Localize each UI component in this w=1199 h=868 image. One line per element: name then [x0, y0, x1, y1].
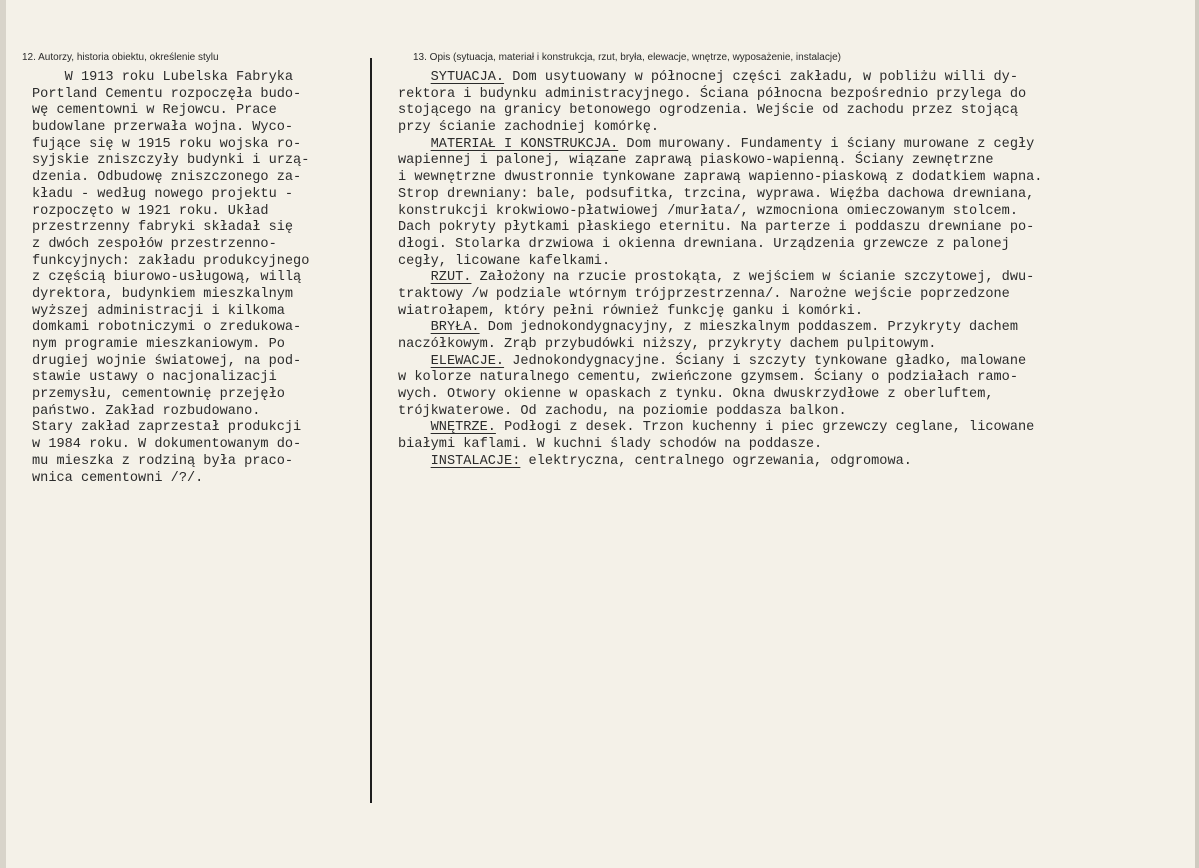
history-line: kładu - według nowego projektu -: [32, 186, 294, 202]
history-line: dzenia. Odbudowę zniszczonego za-: [32, 170, 302, 186]
description-line: [398, 254, 1042, 271]
history-line: syjskie zniszczyły budynki i urzą-: [32, 153, 310, 169]
description-line: [398, 204, 1042, 221]
description-line: [398, 70, 1042, 87]
description-line-text: i wewnętrzne dwustronnie tynkowane zaprawą wapienno-piaskową z dodatkiem wapna.: [398, 170, 1043, 186]
page-right-edge: [1195, 0, 1199, 868]
description-line-text: białymi kaflami. W kuchni ślady schodów na poddasze.: [398, 437, 823, 453]
description-line: [398, 237, 1042, 254]
description-line-text: Dom jednokondygnacyjny, z mieszkalnym poddaszem. Przykryty dachem: [479, 320, 1018, 336]
section-heading: INSTALACJE:: [430, 453, 521, 469]
section-heading: ELEWACJE.: [430, 353, 505, 369]
description-line: [398, 454, 1042, 471]
description-line-text: Założony na rzucie prostokąta, z wejściem w ścianie szczytowej, dwu-: [471, 270, 1035, 286]
history-line: drugiej wojnie światowej, na pod-: [32, 353, 302, 369]
description-line-text: naczółkowym. Zrąb przybudówki niższy, przykryty dachem pulpitowym.: [398, 337, 937, 352]
description-line-text: Podłogi z desek. Trzon kuchenny i piec grzewczy ceglane, licowane: [495, 420, 1035, 436]
description-line-text: trójkwaterowe. Od zachodu, na poziomie poddasza balkon.: [398, 403, 847, 419]
description-line: [398, 404, 1042, 421]
left-column-header: 12. Autorzy, historia obiektu, określenie stylu: [22, 52, 219, 63]
history-line: wyższej administracji i kilkoma: [32, 303, 285, 319]
description-line-text: konstrukcji krokwiowo-płatwiowej /murłata/, wzmocniona omieczowanym stolcem.: [398, 203, 1018, 219]
description-line-text: Dom usytuowany w północnej części zakładu, w pobliżu willi dy-: [504, 70, 1018, 85]
description-line: [398, 437, 1042, 454]
description-line: [398, 370, 1042, 387]
description-line: [398, 420, 1042, 437]
description-line: [398, 170, 1042, 187]
description-text: [398, 70, 1042, 471]
description-line: [398, 153, 1042, 170]
description-line-text: przy ścianie zachodniej komórkę.: [398, 120, 660, 136]
section-heading: SYTUACJA.: [430, 70, 505, 85]
description-line-text: wapiennej i palonej, wiązane zaprawą piaskowo-wapienną. Ściany zewnętrzne: [398, 153, 994, 169]
history-line: dyrektora, budynkiem mieszkalnym: [32, 286, 294, 302]
history-line: domkami robotniczymi o zredukowa-: [32, 320, 302, 336]
description-line: [398, 387, 1042, 404]
history-line: wę cementowni w Rejowcu. Prace: [32, 103, 277, 119]
history-line: fujące się w 1915 roku wojska ro-: [32, 136, 302, 152]
description-line-text: traktowy /w podziale wtórnym trójprzestrzenna/. Narożne wejście poprzedzone: [398, 286, 1010, 302]
history-line: mu mieszka z rodziną była praco-: [32, 453, 294, 469]
description-line: [398, 287, 1042, 304]
description-line: [398, 320, 1042, 337]
history-line: nym programie mieszkaniowym. Po: [32, 337, 285, 352]
history-line: budowlane przerwała wojna. Wyco-: [32, 120, 294, 136]
history-line: wnica cementowni /?/.: [32, 470, 204, 486]
history-line: rozpoczęto w 1921 roku. Układ: [32, 203, 269, 219]
history-line: z dwóch zespołów przestrzenno-: [32, 236, 277, 252]
section-heading: WNĘTRZE.: [430, 420, 496, 436]
description-line: [398, 304, 1042, 321]
description-line-text: rektora i budynku administracyjnego. Ściana północna bezpośrednio przylega do: [398, 86, 1027, 102]
section-heading: BRYŁA.: [430, 320, 480, 336]
history-line: przestrzenny fabryki składał się: [32, 220, 294, 236]
description-line-text: stojącego na granicy betonowego ogrodzenia. Wejście od zachodu przez stojącą: [398, 103, 1018, 119]
page-left-edge: [0, 0, 6, 868]
description-line: [398, 103, 1042, 120]
description-line-text: w kolorze naturalnego cementu, zwieńczone gzymsem. Ściany o podziałach ramo-: [398, 370, 1018, 386]
description-line-text: Jednokondygnacyjne. Ściany i szczyty tynkowane gładko, malowane: [504, 353, 1027, 369]
history-line: państwo. Zakład rozbudowano.: [32, 403, 261, 419]
description-line: [398, 120, 1042, 137]
description-line: [398, 137, 1042, 154]
column-divider: [370, 58, 372, 803]
description-line-text: Strop drewniany: bale, podsufitka, trzcina, wyprawa. Więźba dachowa drewniana,: [398, 186, 1035, 202]
section-heading: MATERIAŁ I KONSTRUKCJA.: [430, 136, 619, 152]
description-line: [398, 87, 1042, 104]
history-line: w 1984 roku. W dokumentowanym do-: [32, 437, 302, 453]
history-line: z częścią biurowo-usługową, willą: [32, 270, 302, 286]
description-line: [398, 187, 1042, 204]
description-line-text: wych. Otwory okienne w opaskach z tynku. Okna dwuskrzydłowe z oberluftem,: [398, 387, 994, 403]
description-line-text: wiatrołapem, który pełni również funkcję ganku i komórki.: [398, 303, 863, 319]
description-line-text: Dom murowany. Fundamenty i ściany murowane z cegły: [618, 136, 1035, 152]
history-line: funkcyjnych: zakładu produkcyjnego: [32, 253, 310, 269]
description-line-text: Dach pokryty płytkami płaskiego eternitu. Na parterze i poddaszu drewniane po-: [398, 220, 1035, 236]
history-line: Portland Cementu rozpoczęła budo-: [32, 86, 302, 102]
description-line: [398, 270, 1042, 287]
right-column-header: 13. Opis (sytuacja, materiał i konstrukcja, rzut, bryła, elewacje, wnętrze, wyposażenie, instalacje): [413, 52, 841, 63]
description-line-text: elektryczna, centralnego ogrzewania, odgromowa.: [520, 453, 912, 469]
description-line: [398, 220, 1042, 237]
section-heading: RZUT.: [430, 270, 472, 286]
description-line: [398, 354, 1042, 371]
history-line: stawie ustawy o nacjonalizacji: [32, 370, 277, 386]
description-line-text: cegły, licowane kafelkami.: [398, 253, 611, 269]
description-line: [398, 337, 1042, 354]
history-text: [32, 70, 309, 487]
history-line: przemysłu, cementownię przejęło: [32, 387, 285, 403]
history-line: W 1913 roku Lubelska Fabryka: [32, 70, 294, 85]
history-line: Stary zakład zaprzestał produkcji: [32, 420, 302, 436]
description-line-text: dłogi. Stolarka drzwiowa i okienna drewniana. Urządzenia grzewcze z palonej: [398, 236, 1010, 252]
